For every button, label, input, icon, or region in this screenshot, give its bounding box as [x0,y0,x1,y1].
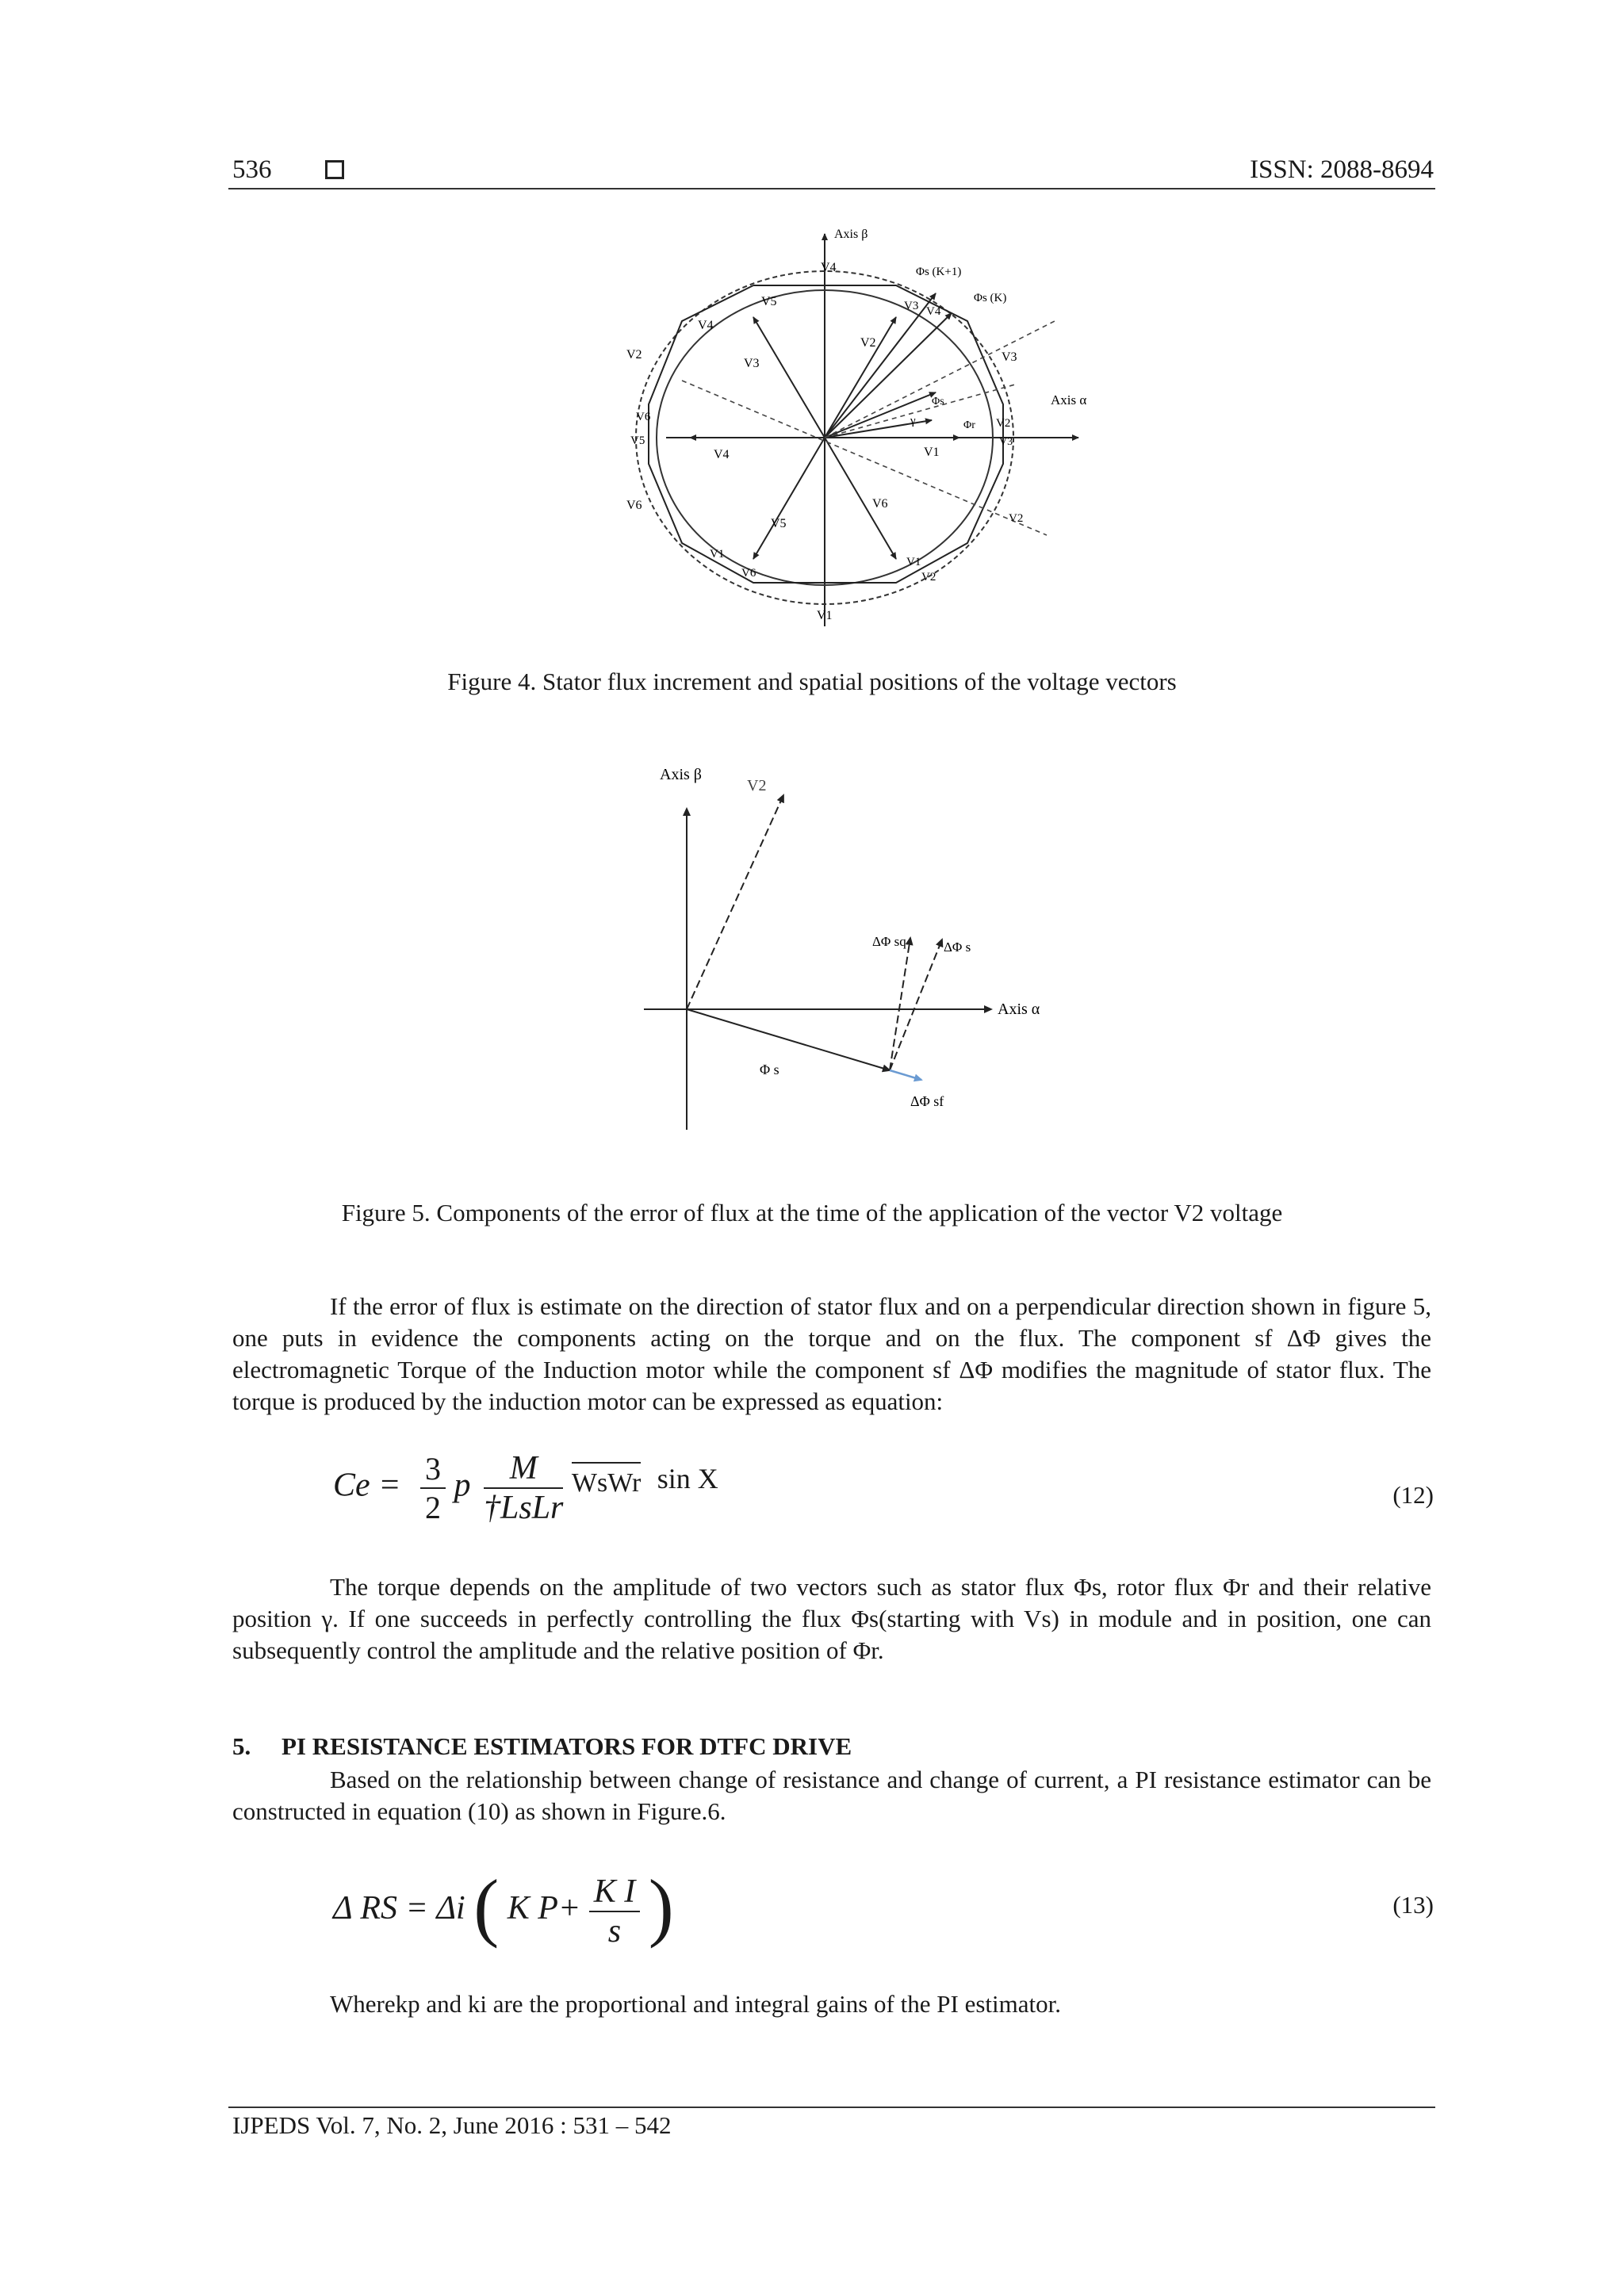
fig4-phi-s-k-label: Φs (K) [974,292,1007,304]
delta-phi-s-vector [890,939,942,1070]
eq13-right-paren: ) [648,1864,674,1949]
fig4-v1-inner: V1 [924,446,940,459]
eq12-psi: WsWr [572,1462,641,1498]
equation-12 [333,1449,718,1527]
paragraph-flux-error: If the error of flux is estimate on the direction of stator flux and on a perpendicular direction shown in figure 5, one puts in evidence the components acting on the torque and on the flux. The component sf ΔΦ gives the electromagnetic Torque of the Induction motor while the component sf ΔΦ modifies the magnitude of stator flux. The torque is produced by the induction motor can be expressed as equation: [232,1292,1431,1415]
fig4-v5-inner: V5 [771,517,787,530]
eq12-frac-3-2: $\frac{3}{2}$ [420,1450,446,1526]
eq13-kp: K P+ [507,1890,581,1927]
phi-s-vector [687,1009,890,1070]
figure-5-diagram [634,757,1078,1138]
fig4-v2-axis: V2 [996,417,1011,430]
eq13-left-paren: ( [473,1864,500,1949]
fig4-v1-bottom: V1 [817,609,833,622]
fig4-v4-top-right: V4 [926,305,941,318]
fig4-v4-inner: V4 [714,448,730,461]
eq12-p: p [454,1467,471,1504]
fig5-delta-phi-sf-label: ΔΦ sf [910,1093,944,1109]
eq13-frac-ki-s: $\frac{\text{K I}}{s}$ [589,1873,641,1950]
fig4-v5-top: V5 [761,295,777,308]
v2-vector [687,795,783,1009]
fig5-phi-s-label: Φ s [760,1062,779,1077]
fig4-v1-lower-left: V1 [710,548,725,561]
fig4-v4-upper-left: V4 [698,319,714,332]
fig4-v3-right: V3 [1002,350,1017,364]
footer-rule [228,2107,1435,2108]
paragraph-gains: Wherekp and ki are the proportional and integral gains of the PI estimator. [330,1990,1061,2018]
equation-13 [333,1864,674,1955]
delta-phi-sf-vector [890,1070,921,1080]
delta-phi-sq-vector [890,938,910,1070]
eq13-lhs: Δ RS = Δi [333,1890,465,1927]
delta-phi-symbol: ΔΦ [1286,1324,1321,1352]
fig5-delta-phi-sq-label: ΔΦ sq [872,934,906,949]
fig4-v4-top: V4 [821,261,837,274]
fig4-v3-axis: V3 [999,436,1013,448]
fig5-v2-label: V2 [747,777,767,794]
fig4-v6-bottom: V6 [741,567,756,580]
eq12-frac-m: $\frac{M}{\text{†LsLr}}$ [484,1450,564,1526]
figure-5-caption: Figure 5. Components of the error of flux at the time of the application of the vector V2 voltage [341,1199,1283,1226]
fig4-v2-inner: V2 [860,336,876,350]
fig4-v2-left: V2 [626,348,642,362]
figure-4-caption: Figure 4. Stator flux increment and spatial positions of the voltage vectors [447,668,1177,695]
page-number: 536 [232,155,272,184]
fig4-v1-lower-right: V1 [906,556,921,568]
fig4-axis-beta-label: Axis β [834,228,868,241]
box-glyph-icon [325,160,344,179]
fig5-axis-alpha-label: Axis α [998,1001,1040,1018]
equation-12-number: (12) [1392,1481,1434,1509]
eq12-lhs: Ce = [333,1467,401,1504]
fig4-phi-r-label: Φr [963,419,975,431]
fig4-v3-inner: V3 [744,357,760,370]
fig4-v2-right: V2 [1009,512,1024,525]
fig4-phi-s-label: Φs [932,396,944,408]
fig4-v3-top-right: V3 [904,300,919,312]
header-rule [228,188,1435,189]
fig4-v2-lower-right: V2 [921,571,936,584]
fig4-v6-left: V6 [636,411,651,423]
fig4-v6-lower-left: V6 [626,499,642,512]
delta-phi-symbol: ΔΦ [959,1356,993,1383]
fig5-delta-phi-s-label: ΔΦ s [944,939,971,955]
fig4-axis-alpha-label: Axis α [1051,392,1087,408]
fig4-gamma-label: γ [910,415,916,427]
issn: ISSN: 2088-8694 [1250,155,1434,184]
section-5-heading: 5. PI RESISTANCE ESTIMATORS FOR DTFC DRIVE [232,1732,852,1760]
figure-4-diagram [603,226,1110,638]
eq12-sin: sin X [657,1462,718,1494]
fig4-v6-inner: V6 [872,497,888,511]
footer-citation: IJPEDS Vol. 7, No. 2, June 2016 : 531 – 542 [232,2111,672,2139]
fig4-v5-left: V5 [630,434,645,447]
equation-13-number: (13) [1392,1891,1434,1919]
fig4-phi-s-k1-label: Φs (K+1) [916,266,962,278]
paragraph-torque: The torque depends on the amplitude of two vectors such as stator flux Φs, rotor flux Φr and their relative position γ. If one succeeds in perfectly controlling the flux Φs(starting with Vs) in module and in position, one can subsequently control the amplitude and the relative position of Φr. [232,1573,1431,1664]
paragraph-pi-estimator: Based on the relationship between change of resistance and change of current, a PI resistance estimator can be constructed in equation (10) as shown in Figure.6. [232,1766,1431,1825]
fig5-axis-beta-label: Axis β [660,766,702,783]
